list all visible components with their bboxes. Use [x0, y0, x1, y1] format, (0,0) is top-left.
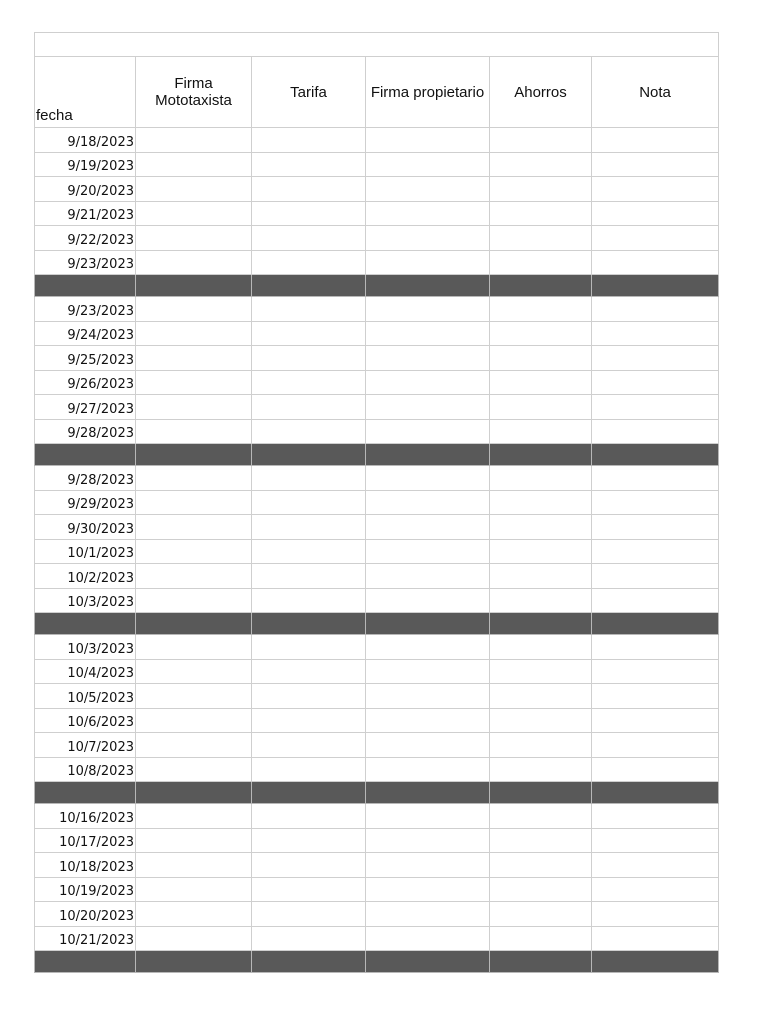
separator-cell: [35, 444, 136, 466]
week-separator-row: [35, 444, 719, 466]
ahorros-cell[interactable]: [490, 177, 592, 202]
date-cell[interactable]: 9/20/2023: [35, 177, 136, 202]
table-row: [35, 226, 719, 251]
tarifa-cell[interactable]: [252, 708, 366, 733]
date-cell[interactable]: 9/23/2023: [35, 250, 136, 275]
firma-mototaxista-cell[interactable]: [136, 902, 252, 927]
firma-mototaxista-cell[interactable]: [136, 877, 252, 902]
date-cell[interactable]: 9/26/2023: [35, 370, 136, 395]
tarifa-cell[interactable]: [252, 201, 366, 226]
nota-cell[interactable]: [592, 659, 719, 684]
separator-cell: [136, 444, 252, 466]
week-separator-row: [35, 951, 719, 973]
ahorros-cell[interactable]: [490, 370, 592, 395]
nota-cell[interactable]: [592, 250, 719, 275]
table-row: [35, 684, 719, 709]
separator-cell: [252, 275, 366, 297]
firma-mototaxista-cell[interactable]: [136, 828, 252, 853]
tarifa-cell[interactable]: [252, 346, 366, 371]
separator-cell: [490, 275, 592, 297]
ahorros-cell[interactable]: [490, 733, 592, 758]
separator-cell: [136, 613, 252, 635]
log-table: [34, 32, 719, 973]
tarifa-cell[interactable]: [252, 684, 366, 709]
ahorros-cell[interactable]: [490, 659, 592, 684]
date-cell[interactable]: 9/24/2023: [35, 321, 136, 346]
tarifa-cell[interactable]: [252, 877, 366, 902]
ahorros-cell[interactable]: [490, 564, 592, 589]
nota-cell[interactable]: [592, 564, 719, 589]
firma-mototaxista-cell[interactable]: [136, 297, 252, 322]
date-cell[interactable]: 10/5/2023: [35, 684, 136, 709]
table-row: [35, 201, 719, 226]
ahorros-cell[interactable]: [490, 757, 592, 782]
ahorros-cell[interactable]: [490, 588, 592, 613]
tarifa-cell[interactable]: [252, 539, 366, 564]
header-row: [35, 57, 719, 128]
firma-mototaxista-cell[interactable]: [136, 515, 252, 540]
column-header-firma-mototaxista: Firma Mototaxista: [136, 57, 252, 128]
date-cell[interactable]: 9/21/2023: [35, 201, 136, 226]
tarifa-cell[interactable]: [252, 757, 366, 782]
table-row: [35, 804, 719, 829]
ahorros-cell[interactable]: [490, 128, 592, 153]
separator-cell: [592, 951, 719, 973]
firma-mototaxista-cell[interactable]: [136, 490, 252, 515]
ahorros-cell[interactable]: [490, 226, 592, 251]
tarifa-cell[interactable]: [252, 250, 366, 275]
table-row: [35, 926, 719, 951]
ahorros-cell[interactable]: [490, 828, 592, 853]
firma-propietario-cell[interactable]: [366, 395, 490, 420]
title-cell[interactable]: [35, 33, 719, 57]
ahorros-cell[interactable]: [490, 853, 592, 878]
ahorros-cell[interactable]: [490, 515, 592, 540]
table-row: [35, 515, 719, 540]
tarifa-cell[interactable]: [252, 321, 366, 346]
separator-cell: [592, 613, 719, 635]
ahorros-cell[interactable]: [490, 926, 592, 951]
firma-mototaxista-cell[interactable]: [136, 250, 252, 275]
separator-cell: [35, 613, 136, 635]
separator-cell: [592, 275, 719, 297]
table-row: [35, 177, 719, 202]
column-header-fecha: fecha: [35, 57, 136, 128]
nota-cell[interactable]: [592, 490, 719, 515]
firma-mototaxista-cell[interactable]: [136, 128, 252, 153]
firma-propietario-cell[interactable]: [366, 684, 490, 709]
nota-cell[interactable]: [592, 370, 719, 395]
firma-mototaxista-cell[interactable]: [136, 853, 252, 878]
column-header-nota: Nota: [592, 57, 719, 128]
firma-propietario-cell[interactable]: [366, 419, 490, 444]
table-row: [35, 128, 719, 153]
ahorros-cell[interactable]: [490, 419, 592, 444]
firma-mototaxista-cell[interactable]: [136, 226, 252, 251]
nota-cell[interactable]: [592, 321, 719, 346]
firma-propietario-cell[interactable]: [366, 346, 490, 371]
table-row: [35, 152, 719, 177]
date-cell[interactable]: 10/6/2023: [35, 708, 136, 733]
firma-propietario-cell[interactable]: [366, 757, 490, 782]
table-row: [35, 466, 719, 491]
table-row: [35, 733, 719, 758]
ahorros-cell[interactable]: [490, 635, 592, 660]
tarifa-cell[interactable]: [252, 152, 366, 177]
nota-cell[interactable]: [592, 515, 719, 540]
nota-cell[interactable]: [592, 708, 719, 733]
date-cell[interactable]: 9/28/2023: [35, 419, 136, 444]
nota-cell[interactable]: [592, 152, 719, 177]
firma-mototaxista-cell[interactable]: [136, 588, 252, 613]
separator-cell: [252, 951, 366, 973]
date-cell[interactable]: 9/27/2023: [35, 395, 136, 420]
firma-propietario-cell[interactable]: [366, 226, 490, 251]
week-separator-row: [35, 613, 719, 635]
firma-propietario-cell[interactable]: [366, 853, 490, 878]
firma-propietario-cell[interactable]: [366, 539, 490, 564]
tarifa-cell[interactable]: [252, 635, 366, 660]
date-cell[interactable]: 9/23/2023: [35, 297, 136, 322]
ahorros-cell[interactable]: [490, 684, 592, 709]
table-row: [35, 564, 719, 589]
table-row: [35, 757, 719, 782]
ahorros-cell[interactable]: [490, 201, 592, 226]
separator-cell: [252, 444, 366, 466]
firma-mototaxista-cell[interactable]: [136, 177, 252, 202]
table-row: [35, 419, 719, 444]
firma-propietario-cell[interactable]: [366, 297, 490, 322]
tarifa-cell[interactable]: [252, 733, 366, 758]
date-cell[interactable]: 9/29/2023: [35, 490, 136, 515]
separator-cell: [35, 782, 136, 804]
date-cell[interactable]: 10/17/2023: [35, 828, 136, 853]
nota-cell[interactable]: [592, 877, 719, 902]
firma-propietario-cell[interactable]: [366, 466, 490, 491]
nota-cell[interactable]: [592, 853, 719, 878]
nota-cell[interactable]: [592, 902, 719, 927]
firma-propietario-cell[interactable]: [366, 128, 490, 153]
table-row: [35, 321, 719, 346]
nota-cell[interactable]: [592, 466, 719, 491]
date-cell[interactable]: 10/3/2023: [35, 635, 136, 660]
column-header-ahorros: Ahorros: [490, 57, 592, 128]
separator-cell: [136, 782, 252, 804]
firma-mototaxista-cell[interactable]: [136, 684, 252, 709]
tarifa-cell[interactable]: [252, 395, 366, 420]
separator-cell: [366, 782, 490, 804]
separator-cell: [252, 782, 366, 804]
separator-cell: [35, 951, 136, 973]
tarifa-cell[interactable]: [252, 128, 366, 153]
ahorros-cell[interactable]: [490, 152, 592, 177]
date-cell[interactable]: 9/19/2023: [35, 152, 136, 177]
ahorros-cell[interactable]: [490, 346, 592, 371]
firma-mototaxista-cell[interactable]: [136, 659, 252, 684]
nota-cell[interactable]: [592, 635, 719, 660]
date-cell[interactable]: 10/21/2023: [35, 926, 136, 951]
log-sheet: [34, 32, 718, 973]
separator-cell: [366, 613, 490, 635]
separator-cell: [35, 275, 136, 297]
table-row: [35, 902, 719, 927]
tarifa-cell[interactable]: [252, 853, 366, 878]
firma-propietario-cell[interactable]: [366, 733, 490, 758]
separator-cell: [490, 613, 592, 635]
table-row: [35, 635, 719, 660]
date-cell[interactable]: 9/22/2023: [35, 226, 136, 251]
nota-cell[interactable]: [592, 926, 719, 951]
nota-cell[interactable]: [592, 419, 719, 444]
nota-cell[interactable]: [592, 539, 719, 564]
firma-propietario-cell[interactable]: [366, 659, 490, 684]
firma-propietario-cell[interactable]: [366, 250, 490, 275]
firma-mototaxista-cell[interactable]: [136, 757, 252, 782]
nota-cell[interactable]: [592, 684, 719, 709]
tarifa-cell[interactable]: [252, 564, 366, 589]
nota-cell[interactable]: [592, 346, 719, 371]
firma-propietario-cell[interactable]: [366, 635, 490, 660]
ahorros-cell[interactable]: [490, 490, 592, 515]
separator-cell: [592, 782, 719, 804]
firma-propietario-cell[interactable]: [366, 370, 490, 395]
table-row: [35, 370, 719, 395]
ahorros-cell[interactable]: [490, 708, 592, 733]
firma-propietario-cell[interactable]: [366, 515, 490, 540]
table-row: [35, 828, 719, 853]
ahorros-cell[interactable]: [490, 902, 592, 927]
tarifa-cell[interactable]: [252, 902, 366, 927]
firma-mototaxista-cell[interactable]: [136, 466, 252, 491]
firma-mototaxista-cell[interactable]: [136, 152, 252, 177]
firma-mototaxista-cell[interactable]: [136, 201, 252, 226]
nota-cell[interactable]: [592, 804, 719, 829]
separator-cell: [490, 444, 592, 466]
date-cell[interactable]: 9/28/2023: [35, 466, 136, 491]
firma-mototaxista-cell[interactable]: [136, 804, 252, 829]
table-row: [35, 588, 719, 613]
table-row: [35, 708, 719, 733]
date-cell[interactable]: 10/4/2023: [35, 659, 136, 684]
table-row: [35, 539, 719, 564]
tarifa-cell[interactable]: [252, 804, 366, 829]
tarifa-cell[interactable]: [252, 490, 366, 515]
table-row: [35, 659, 719, 684]
nota-cell[interactable]: [592, 757, 719, 782]
ahorros-cell[interactable]: [490, 466, 592, 491]
tarifa-cell[interactable]: [252, 926, 366, 951]
separator-cell: [490, 951, 592, 973]
date-cell[interactable]: 9/25/2023: [35, 346, 136, 371]
firma-propietario-cell[interactable]: [366, 926, 490, 951]
firma-mototaxista-cell[interactable]: [136, 926, 252, 951]
title-row: [35, 33, 719, 57]
table-row: [35, 490, 719, 515]
table-row: [35, 250, 719, 275]
nota-cell[interactable]: [592, 588, 719, 613]
ahorros-cell[interactable]: [490, 877, 592, 902]
table-row: [35, 853, 719, 878]
tarifa-cell[interactable]: [252, 177, 366, 202]
separator-cell: [366, 275, 490, 297]
firma-mototaxista-cell[interactable]: [136, 419, 252, 444]
date-cell[interactable]: 10/20/2023: [35, 902, 136, 927]
tarifa-cell[interactable]: [252, 297, 366, 322]
date-cell[interactable]: 10/18/2023: [35, 853, 136, 878]
firma-mototaxista-cell[interactable]: [136, 539, 252, 564]
tarifa-cell[interactable]: [252, 828, 366, 853]
tarifa-cell[interactable]: [252, 419, 366, 444]
tarifa-cell[interactable]: [252, 466, 366, 491]
date-cell[interactable]: 10/8/2023: [35, 757, 136, 782]
nota-cell[interactable]: [592, 177, 719, 202]
ahorros-cell[interactable]: [490, 297, 592, 322]
tarifa-cell[interactable]: [252, 515, 366, 540]
column-header-tarifa: Tarifa: [252, 57, 366, 128]
separator-cell: [136, 275, 252, 297]
firma-mototaxista-cell[interactable]: [136, 564, 252, 589]
table-row: [35, 877, 719, 902]
tarifa-cell[interactable]: [252, 370, 366, 395]
separator-cell: [366, 951, 490, 973]
firma-mototaxista-cell[interactable]: [136, 370, 252, 395]
ahorros-cell[interactable]: [490, 321, 592, 346]
tarifa-cell[interactable]: [252, 659, 366, 684]
date-cell[interactable]: 10/16/2023: [35, 804, 136, 829]
nota-cell[interactable]: [592, 128, 719, 153]
nota-cell[interactable]: [592, 201, 719, 226]
firma-propietario-cell[interactable]: [366, 804, 490, 829]
ahorros-cell[interactable]: [490, 395, 592, 420]
firma-propietario-cell[interactable]: [366, 201, 490, 226]
nota-cell[interactable]: [592, 733, 719, 758]
separator-cell: [366, 444, 490, 466]
firma-propietario-cell[interactable]: [366, 828, 490, 853]
date-cell[interactable]: 10/19/2023: [35, 877, 136, 902]
nota-cell[interactable]: [592, 828, 719, 853]
firma-propietario-cell[interactable]: [366, 152, 490, 177]
firma-mototaxista-cell[interactable]: [136, 395, 252, 420]
separator-cell: [592, 444, 719, 466]
date-cell[interactable]: 10/2/2023: [35, 564, 136, 589]
nota-cell[interactable]: [592, 226, 719, 251]
table-row: [35, 297, 719, 322]
firma-mototaxista-cell[interactable]: [136, 733, 252, 758]
table-row: [35, 395, 719, 420]
separator-cell: [490, 782, 592, 804]
firma-propietario-cell[interactable]: [366, 708, 490, 733]
date-cell[interactable]: 10/3/2023: [35, 588, 136, 613]
separator-cell: [252, 613, 366, 635]
firma-mototaxista-cell[interactable]: [136, 321, 252, 346]
firma-mototaxista-cell[interactable]: [136, 635, 252, 660]
firma-propietario-cell[interactable]: [366, 902, 490, 927]
nota-cell[interactable]: [592, 297, 719, 322]
date-cell[interactable]: 9/18/2023: [35, 128, 136, 153]
week-separator-row: [35, 275, 719, 297]
tarifa-cell[interactable]: [252, 226, 366, 251]
firma-mototaxista-cell[interactable]: [136, 708, 252, 733]
ahorros-cell[interactable]: [490, 804, 592, 829]
week-separator-row: [35, 782, 719, 804]
ahorros-cell[interactable]: [490, 539, 592, 564]
firma-propietario-cell[interactable]: [366, 564, 490, 589]
firma-propietario-cell[interactable]: [366, 490, 490, 515]
column-header-firma-propietario: Firma propietario: [366, 57, 490, 128]
date-cell[interactable]: 10/7/2023: [35, 733, 136, 758]
date-cell[interactable]: 10/1/2023: [35, 539, 136, 564]
separator-cell: [136, 951, 252, 973]
date-cell[interactable]: 9/30/2023: [35, 515, 136, 540]
firma-propietario-cell[interactable]: [366, 877, 490, 902]
firma-propietario-cell[interactable]: [366, 177, 490, 202]
tarifa-cell[interactable]: [252, 588, 366, 613]
firma-propietario-cell[interactable]: [366, 321, 490, 346]
nota-cell[interactable]: [592, 395, 719, 420]
firma-mototaxista-cell[interactable]: [136, 346, 252, 371]
firma-propietario-cell[interactable]: [366, 588, 490, 613]
ahorros-cell[interactable]: [490, 250, 592, 275]
table-row: [35, 346, 719, 371]
